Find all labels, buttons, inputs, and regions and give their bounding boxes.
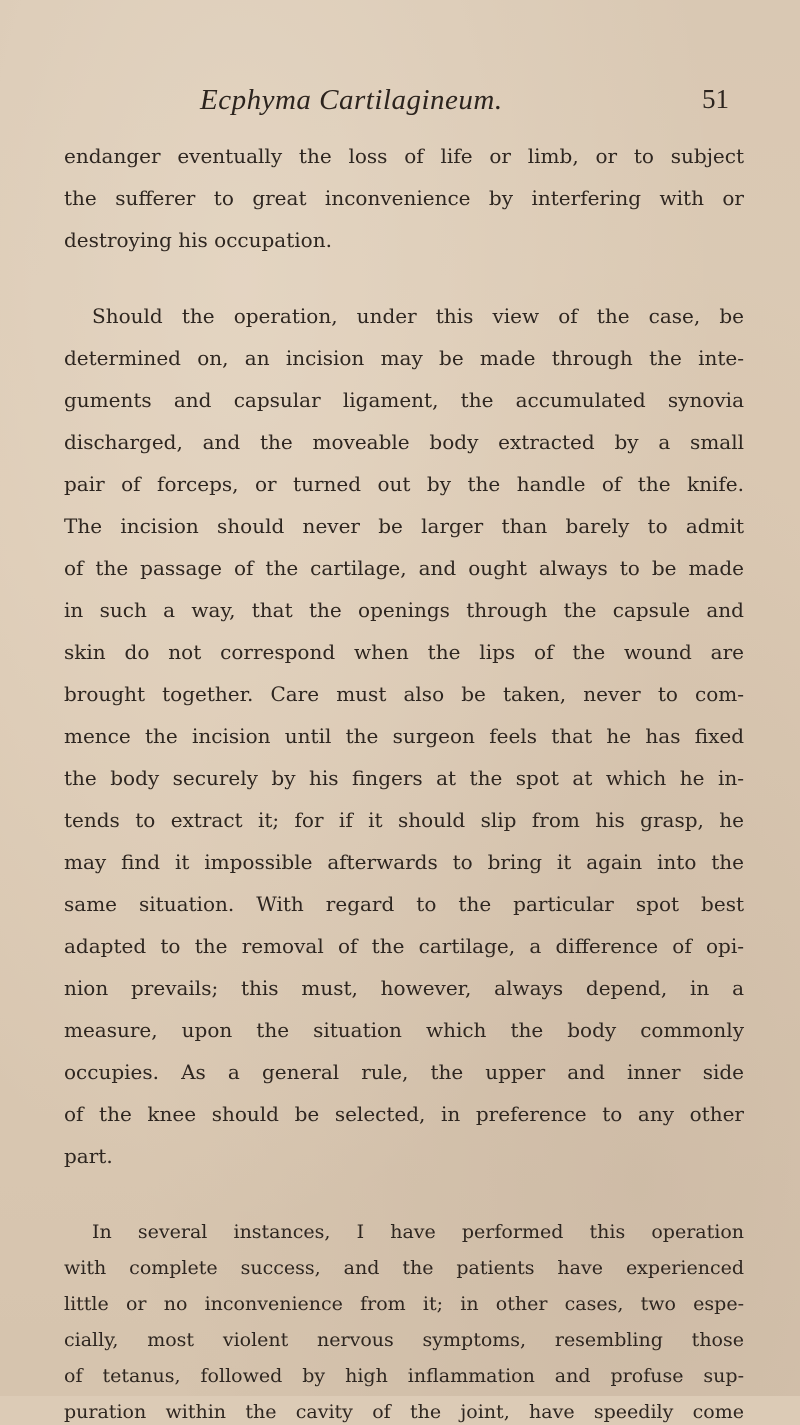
text-line: may find it impossible afterwards to bring it again into the	[64, 850, 744, 874]
text-line: puration within the cavity of the joint, have speedily come	[64, 1401, 744, 1423]
running-title: Ecphyma Cartilagineum.	[200, 84, 503, 116]
text-line: of tetanus, followed by high inflammation and profuse sup-	[64, 1365, 744, 1387]
text-line: cially, most violent nervous symptoms, resembling those	[64, 1329, 744, 1351]
text-line: little or no inconvenience from it; in other cases, two espe-	[64, 1293, 744, 1315]
text-line: measure, upon the situation which the body commonly	[64, 1018, 744, 1042]
text-line: tends to extract it; for if it should slip from his grasp, he	[64, 808, 744, 832]
text-line: the body securely by his fingers at the spot at which he in-	[64, 766, 744, 790]
text-line: of the knee should be selected, in preference to any other	[64, 1102, 744, 1126]
page-number: 51	[702, 84, 729, 114]
text-line: nion prevails; this must, however, always depend, in a	[64, 976, 744, 1000]
text-line: guments and capsular ligament, the accumulated synovia	[64, 388, 744, 412]
text-line: occupies. As a general rule, the upper and inner side	[64, 1060, 744, 1084]
text-line: destroying his occupation.	[64, 228, 332, 252]
text-line: in such a way, that the openings through the capsule and	[64, 598, 744, 622]
text-line: with complete success, and the patients have experienced	[64, 1257, 744, 1279]
text-line: In several instances, I have performed this operation	[92, 1221, 744, 1243]
text-line: adapted to the removal of the cartilage, a difference of opi-	[64, 934, 744, 958]
text-line: pair of forceps, or turned out by the handle of the knife.	[64, 472, 744, 496]
text-line: mence the incision until the surgeon feels that he has fixed	[64, 724, 744, 748]
text-line: The incision should never be larger than barely to admit	[64, 514, 744, 538]
text-line: Should the operation, under this view of the case, be	[92, 304, 744, 328]
text-line: endanger eventually the loss of life or limb, or to subject	[64, 144, 744, 168]
text-line: discharged, and the moveable body extracted by a small	[64, 430, 744, 454]
text-line: brought together. Care must also be taken, never to com-	[64, 682, 744, 706]
text-line: part.	[64, 1144, 113, 1168]
running-head	[0, 84, 800, 124]
text-line: same situation. With regard to the particular spot best	[64, 892, 744, 916]
text-line: the sufferer to great inconvenience by interfering with or	[64, 186, 744, 210]
text-line: determined on, an incision may be made through the inte-	[64, 346, 744, 370]
text-line: of the passage of the cartilage, and ought always to be made	[64, 556, 744, 580]
text-line: skin do not correspond when the lips of the wound are	[64, 640, 744, 664]
